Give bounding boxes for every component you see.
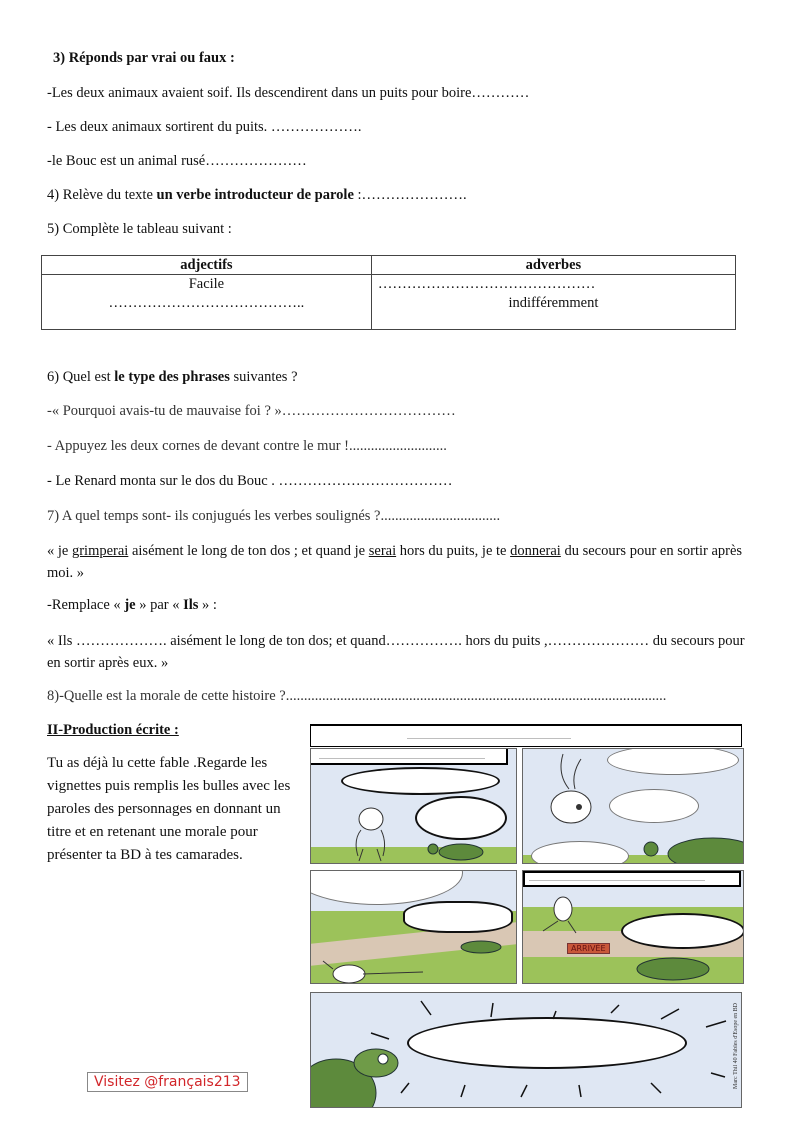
q7-quote [47, 540, 747, 584]
turtle-closeup-drawing [311, 993, 741, 1107]
q6-item-1: -« Pourquoi avais-tu de mauvaise foi ? »……………………………… [47, 403, 456, 419]
q6-item-2: - Appuyez les deux cornes de devant contre le mur !........................... [47, 438, 447, 454]
q5-title: 5) Complète le tableau suivant : [47, 221, 232, 237]
q6-prefix: 6) Quel est [47, 369, 115, 385]
arrivee-sign: ARRIVÉE [567, 943, 610, 954]
replace-je: je [124, 597, 136, 613]
q4-suffix: :…………………. [353, 187, 467, 203]
cell-adverbe-blank: ……………………………………… [377, 276, 596, 292]
comic-strip [310, 724, 744, 1108]
rabbit-and-turtle-drawing [311, 749, 516, 863]
panel-1-title-dots: ................................................................................... [319, 752, 485, 761]
quote-text: « je [47, 543, 72, 559]
table-header-adverbes: adverbes [371, 256, 735, 275]
running-rabbit-and-turtle-drawing [523, 871, 743, 983]
q3-item-1: -Les deux animaux avaient soif. Ils descendirent dans un puits pour boire………… [47, 85, 530, 101]
replace-text: » par « [135, 597, 184, 613]
q4-bold: un verbe introducteur de parole [156, 187, 354, 203]
production-heading: II-Production écrite : [47, 722, 179, 738]
quote-text: hors du puits, je te [396, 543, 511, 559]
comic-panel-4 [522, 870, 744, 984]
comic-title-dots: .................................................................................. [407, 732, 571, 741]
q3-item-2: - Les deux animaux sortirent du puits. ………………. [47, 119, 362, 135]
underlined-verb-grimperai: grimperai [71, 543, 129, 559]
comic-panel-3 [310, 870, 517, 984]
cell-adjectif-blank: ………………………………….. [108, 295, 305, 311]
quote-text: du secours pour en sortir après moi. » [47, 543, 743, 581]
q6-bold: le type des phrases [114, 369, 230, 385]
replace-ils: Ils [183, 597, 199, 613]
comic-title-box[interactable] [310, 724, 742, 747]
production-instructions: Tu as déjà lu cette fable .Regarde les vignettes puis remplis les bulles avec les paroles des personnages en donnant un titre et en retenant une morale pour présenter ta BD à tes camarades. [47, 755, 291, 863]
q4-line [47, 187, 467, 204]
comic-credit: Marc Thil 40 Fables d'Esope en BD [733, 1003, 739, 1089]
visit-link[interactable]: Visitez @français213 [87, 1072, 248, 1092]
sleeping-rabbit-drawing [311, 871, 516, 983]
q6-title [47, 369, 298, 386]
replace-text: -Remplace « [47, 597, 125, 613]
adjectives-adverbs-table [41, 255, 736, 330]
comic-panel-5 [310, 992, 742, 1108]
replace-text: » : [198, 597, 217, 613]
q6-suffix: suivantes ? [229, 369, 298, 385]
table-cell-adverbes[interactable] [371, 275, 735, 330]
q3-title: 3) Réponds par vrai ou faux : [53, 50, 235, 66]
q7-rewrite: « Ils ………………. aisément le long de ton dos; et quand……………. hors du puits ,………………… du secours pour en sortir après eux. » [47, 633, 745, 671]
quote-text: aisément le long de ton dos ; et quand je [128, 543, 369, 559]
q6-item-3: - Le Renard monta sur le dos du Bouc . ……………………………… [47, 473, 453, 489]
comic-panel-2 [522, 748, 744, 864]
underlined-verb-donnerai: donnerai [510, 543, 561, 559]
cell-indifferemment: indifféremment [508, 295, 599, 311]
q7-replace [47, 597, 217, 614]
q3-item-3: -le Bouc est un animal rusé………………… [47, 153, 307, 169]
q7-title: 7) A quel temps sont- ils conjugués les verbes soulignés ?................................. [47, 508, 501, 524]
panel-4-title-dots: ........................................................................................ [529, 874, 705, 883]
cell-facile: Facile [188, 276, 225, 292]
underlined-verb-serai: serai [368, 543, 397, 559]
q4-prefix: 4) Relève du texte [47, 187, 157, 203]
table-header-adjectifs: adjectifs [42, 256, 372, 275]
comic-panel-1 [310, 748, 517, 864]
table-cell-adjectifs[interactable] [42, 275, 372, 330]
q8-title: 8)-Quelle est la morale de cette histoire ?......................................................................................................... [47, 688, 667, 704]
rabbit-closeup-drawing [523, 749, 743, 863]
